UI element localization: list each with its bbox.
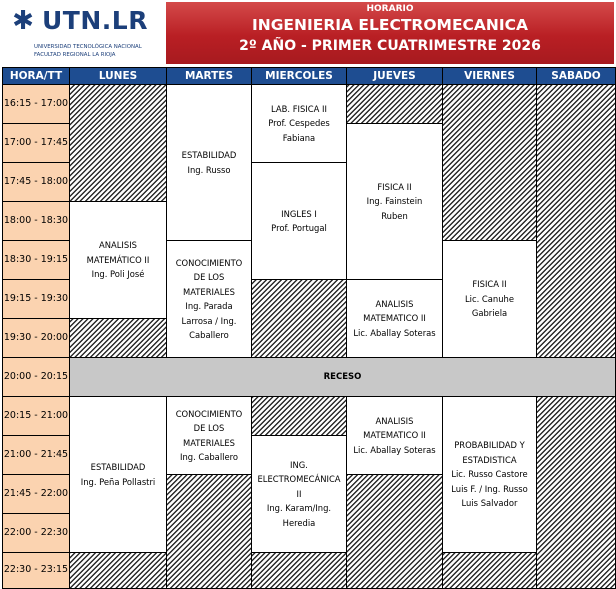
detail-line: Ing. Poli José [91,269,145,280]
break-row [69,357,616,397]
detail-line: MATEMÁTICO II [86,254,150,265]
detail-line: Luis F. / Ing. Russo [451,483,528,494]
empty-slot [442,84,537,241]
time-slot [2,552,70,589]
subject-line: PROBABILIDAD Y [454,440,525,451]
detail-line: Prof. Cespedes [268,118,330,129]
banner-career: INGENIERIA ELECTROMECANICA [251,16,529,34]
time-label: 22:00 - 22:30 [3,526,69,538]
class-block [69,396,167,553]
time-label: 18:00 - 18:30 [3,214,69,226]
empty-slot [346,474,443,589]
class-block [442,396,537,553]
empty-slot [251,396,347,436]
break-label: RECESO [323,371,362,382]
class-block [346,396,443,475]
class-block [346,279,443,358]
subject-line: ING. [290,459,308,470]
detail-line: Ing. Russo [187,164,231,175]
detail-line: Lic. Aballay Soteras [353,444,436,455]
detail-line: DE LOS [193,272,225,282]
class-text [353,297,435,341]
detail-line: MATEMATICO II [363,430,426,441]
time-label: 20:00 - 20:15 [3,370,69,382]
detail-line: MATEMATICO II [363,313,426,324]
time-slot [2,123,70,163]
subject-line: LAB. FISICA II [271,103,327,114]
detail-line: DE LOS [193,423,225,433]
detail-line: Fabiana [282,132,316,143]
detail-line: MATERIALES [182,437,235,448]
subject-line: FISICA II [377,181,412,192]
class-block [251,162,347,280]
corner-label: HORA/TT [9,70,63,82]
detail-line: Ing. Parada [185,301,233,311]
class-block [166,240,252,358]
day-label: LUNES [98,70,138,82]
detail-line: Lic. Russo Castore [451,469,528,480]
detail-line: Lic. Canuhe [465,293,514,304]
detail-line: ELECTROMECÁNICA [257,474,341,485]
detail-line: Gabriela [471,308,508,319]
class-text [271,207,327,236]
day-header-jueves [346,67,443,85]
time-slot [2,318,70,358]
class-block [251,84,347,163]
class-block [166,396,252,475]
detail-line: Ing. Fainstein [366,196,423,207]
page-header [0,0,616,66]
time-label: 22:30 - 23:15 [3,564,69,576]
logo-university: UNIVERSIDAD TECNOLÓGICA NACIONAL [34,44,142,50]
time-slot [2,279,70,319]
subject-line: CONOCIMIENTO [175,257,243,268]
subject-line: INGLES I [281,208,317,219]
corner-header [2,67,70,85]
time-slot [2,162,70,202]
time-label: 16:15 - 17:00 [3,97,69,109]
subject-line: ANALISIS [375,415,414,426]
time-slot [2,240,70,280]
time-slot [2,201,70,241]
day-header-viernes [442,67,537,85]
class-text [353,414,435,458]
class-text [176,256,243,343]
day-label: SABADO [551,70,601,82]
time-label: 21:00 - 21:45 [3,448,69,460]
empty-slot [69,318,167,358]
time-label: 17:45 - 18:00 [3,175,69,187]
empty-slot [536,396,616,589]
class-text [257,458,340,531]
class-text [176,407,243,465]
empty-slot [346,84,443,124]
time-label: 20:15 - 21:00 [3,409,69,421]
title-banner [166,2,614,64]
detail-line: Ing. Caballero [179,452,239,462]
detail-line: ESTADISTICA [462,454,517,465]
detail-line: Luis Salvador [461,498,518,509]
class-text [268,102,330,146]
detail-line: Ing. Peña Pollastri [80,476,156,487]
class-block [251,435,347,553]
time-label: 18:30 - 19:15 [3,253,69,265]
day-header-lunes [69,67,167,85]
detail-line: Ing. Karam/Ing. [266,503,332,514]
empty-slot [536,84,616,358]
time-slot [2,474,70,514]
subject-line: FISICA II [472,279,507,290]
day-header-miercoles [251,67,347,85]
empty-slot [251,279,347,358]
time-label: 21:45 - 22:00 [3,487,69,499]
class-block [69,201,167,319]
detail-line: Lic. Aballay Soteras [353,327,436,338]
time-label: 17:00 - 17:45 [3,136,69,148]
time-slot [2,396,70,436]
class-text [451,438,527,511]
day-header-martes [166,67,252,85]
subject-line: ESTABILIDAD [181,150,237,160]
class-text [87,238,150,282]
class-text [182,148,237,177]
utn-logo-icon: ✱ [12,6,34,36]
subject-line: ANALISIS [99,240,137,251]
class-block [442,240,537,358]
empty-slot [69,84,167,202]
subject-line: ESTABILIDAD [90,462,146,472]
detail-line: Prof. Portugal [271,223,327,233]
time-label: 19:15 - 19:30 [3,292,69,304]
logo-text: UTN.LR [42,6,148,35]
banner-label: HORARIO [366,4,414,14]
empty-slot [166,474,252,589]
subject-line: ANALISIS [375,298,414,309]
class-block [166,84,252,241]
banner-period: 2º AÑO - PRIMER CUATRIMESTRE 2026 [239,38,541,54]
day-header-sabado [536,67,616,85]
empty-slot [251,552,347,589]
time-slot [2,357,70,397]
detail-line: Larrosa / Ing. [181,315,237,326]
time-slot [2,513,70,553]
class-text [367,180,423,224]
day-label: JUEVES [373,70,416,82]
detail-line: Caballero [189,330,229,340]
class-text [81,460,156,489]
detail-line: II [296,488,302,499]
utn-logo [4,4,154,62]
empty-slot [442,552,537,589]
detail-line: Ruben [381,210,408,221]
class-block [346,123,443,280]
day-label: VIERNES [464,70,515,82]
logo-faculty: FACULTAD REGIONAL LA RIOJA [34,52,116,58]
time-slot [2,435,70,475]
detail-line: Heredia [282,517,316,528]
empty-slot [69,552,167,589]
time-slot [2,84,70,124]
subject-line: CONOCIMIENTO [175,408,243,419]
detail-line: MATERIALES [182,286,235,297]
class-text [465,277,514,321]
day-label: MIERCOLES [265,70,333,82]
time-label: 19:30 - 20:00 [3,331,69,343]
day-label: MARTES [184,70,234,82]
